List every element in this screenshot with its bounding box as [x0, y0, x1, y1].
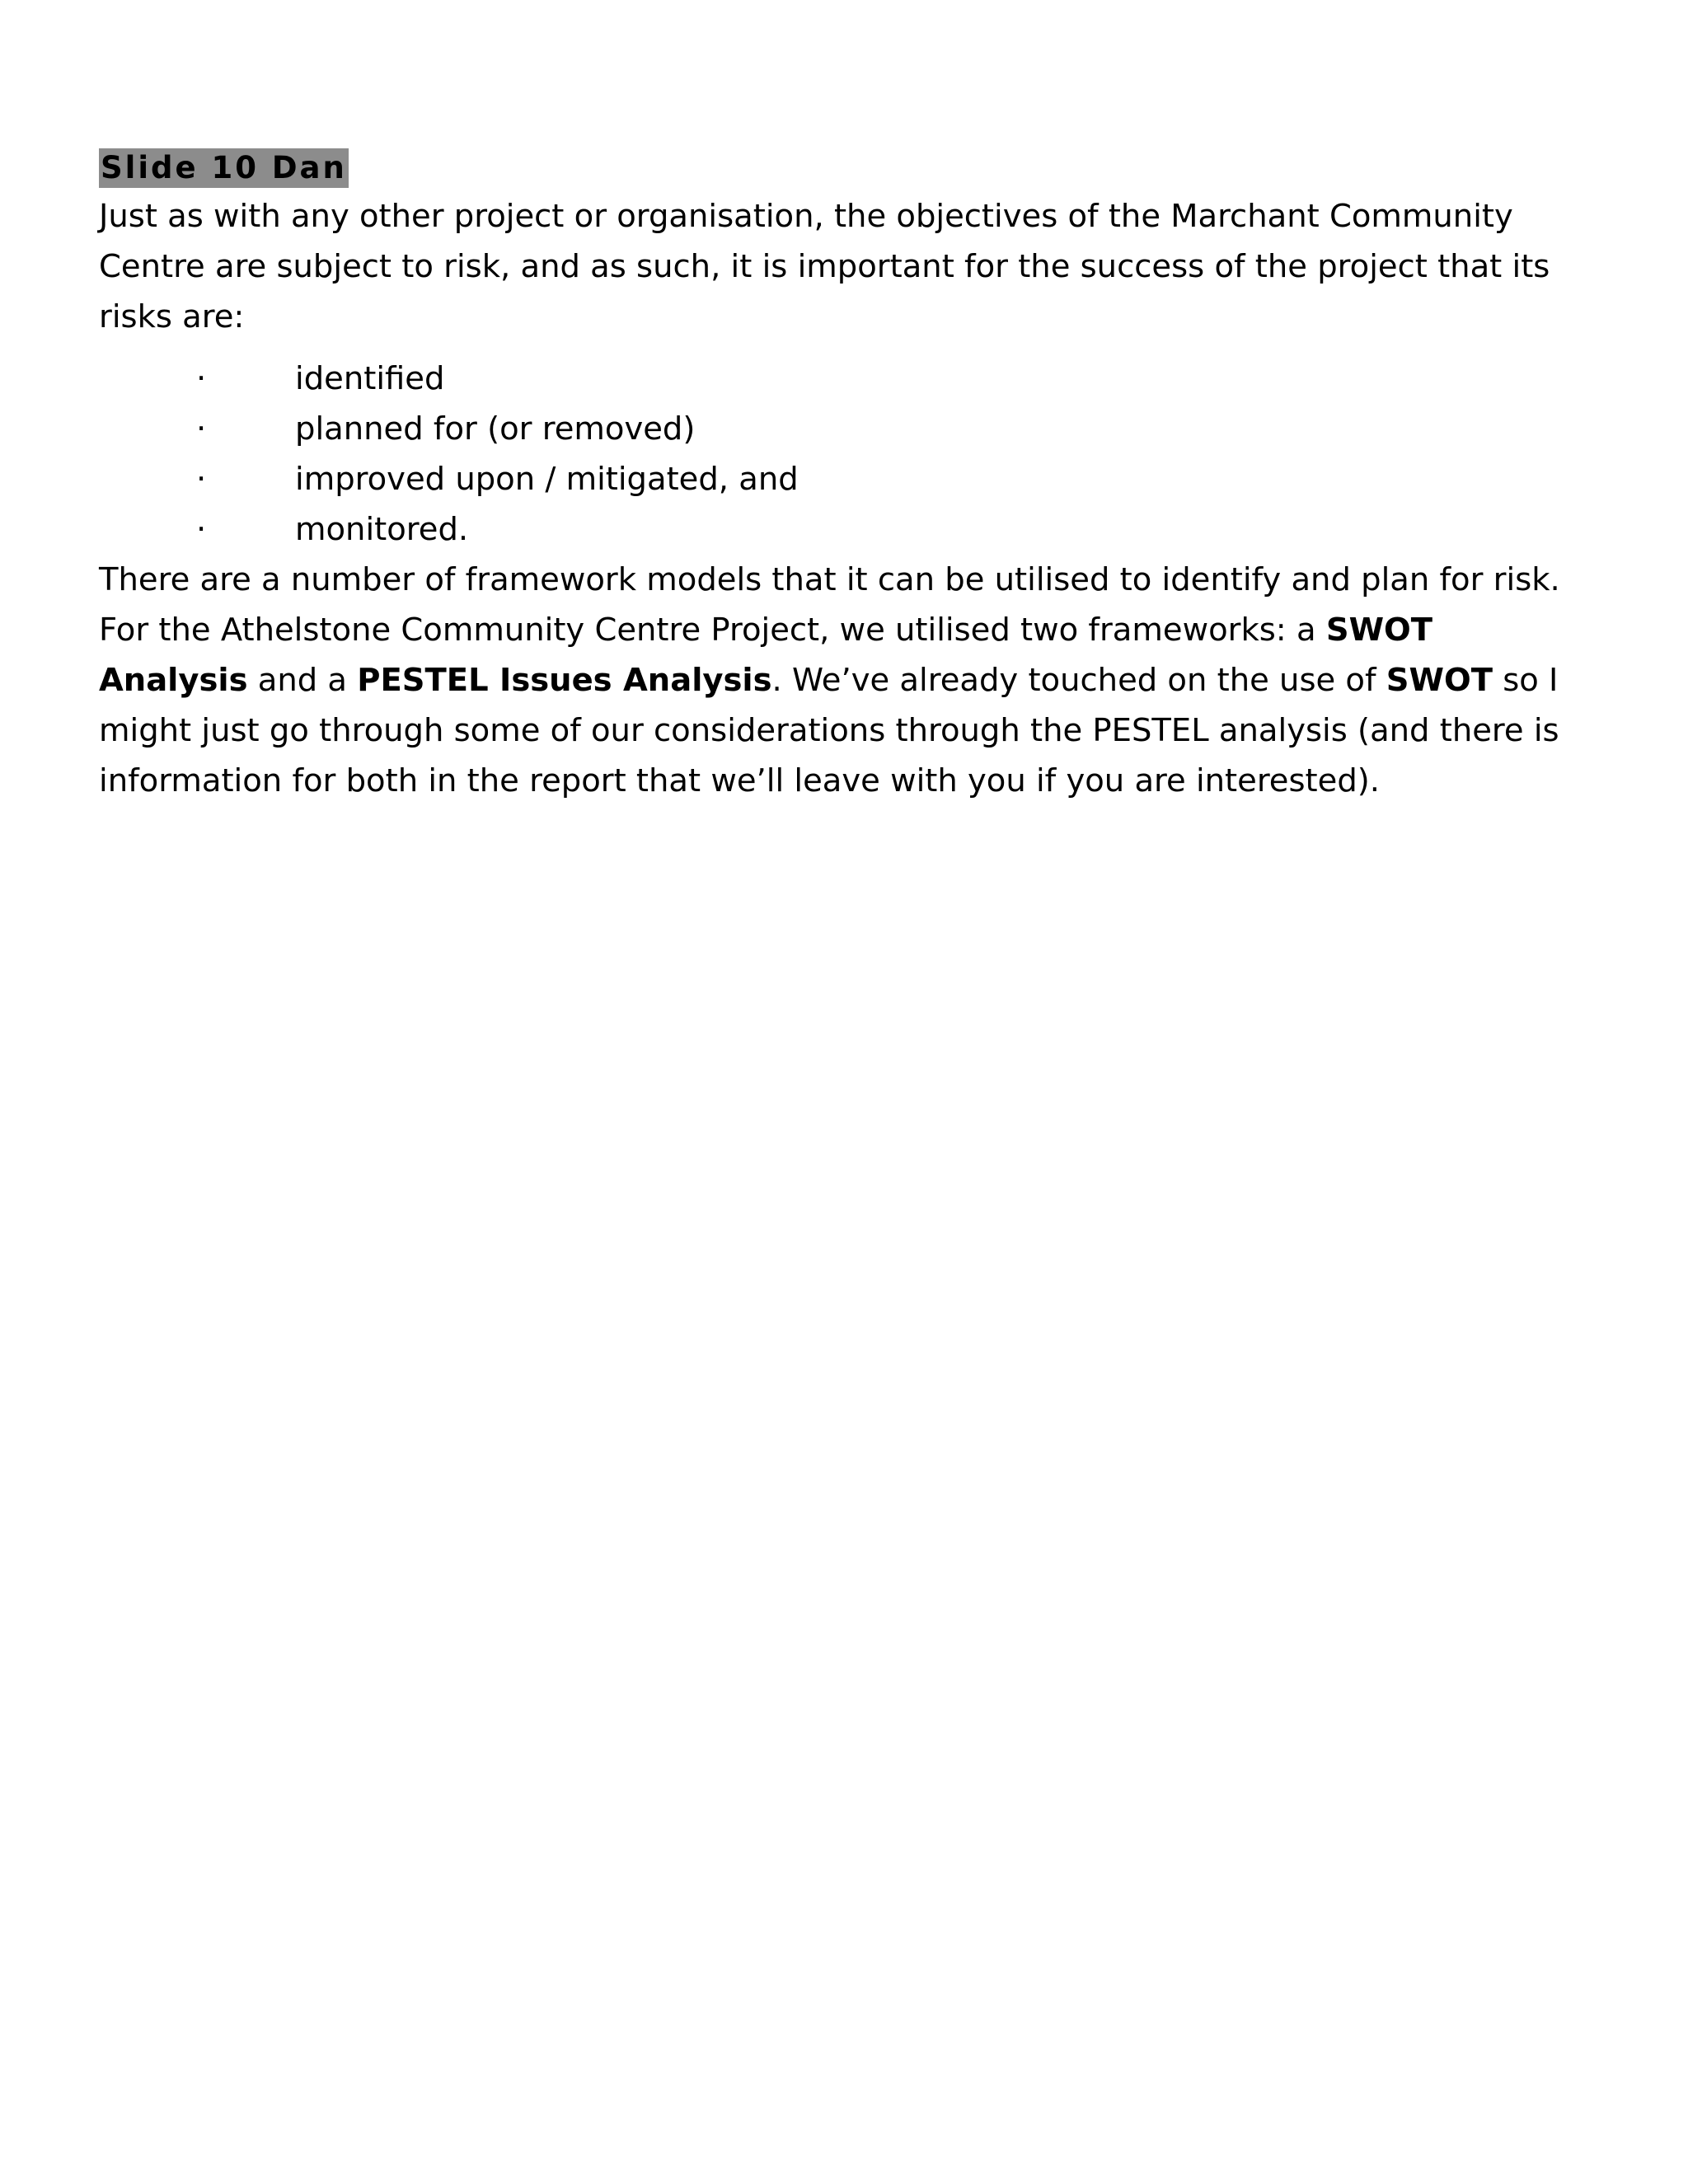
- body-text: and a: [247, 662, 358, 699]
- list-item: [99, 454, 1591, 504]
- body-text: so I might just go through some of our considerations through the PESTEL analysis (and there is information for both in the report that we’ll leave with you if you are interested).: [99, 662, 1559, 799]
- list-item: [99, 404, 1591, 454]
- body-paragraph: [99, 555, 1591, 806]
- slide-heading: Slide 10 Dan: [99, 148, 349, 188]
- bullet-icon: ·: [196, 360, 207, 397]
- bullet-icon: ·: [196, 410, 207, 448]
- list-item-text: identified: [295, 360, 445, 397]
- bullet-icon: ·: [196, 461, 207, 498]
- list-item-text: improved upon / mitigated, and: [295, 461, 799, 498]
- list-item-text: monitored.: [295, 511, 469, 548]
- risk-steps-list: [99, 354, 1591, 555]
- body-text: . We’ve already touched on the use of: [771, 662, 1386, 699]
- list-item: [99, 504, 1591, 555]
- swot-analysis-term: SWOT Analysis: [99, 612, 1433, 699]
- body-text: There are a number of framework models that it can be utilised to identify and plan for risk. For the Athelstone Community Centre Project, we utilised two frameworks: a: [99, 561, 1560, 649]
- list-item: [99, 354, 1591, 404]
- intro-paragraph: Just as with any other project or organisation, the objectives of the Marchant Community Centre are subject to risk, and as such, it is important for the success of the project that its risks are:: [99, 198, 1550, 335]
- bullet-icon: ·: [196, 511, 207, 548]
- document-page: [99, 148, 1591, 806]
- list-item-text: planned for (or removed): [295, 410, 696, 448]
- pestel-analysis-term: PESTEL Issues Analysis: [357, 662, 772, 699]
- swot-term: SWOT: [1386, 662, 1493, 699]
